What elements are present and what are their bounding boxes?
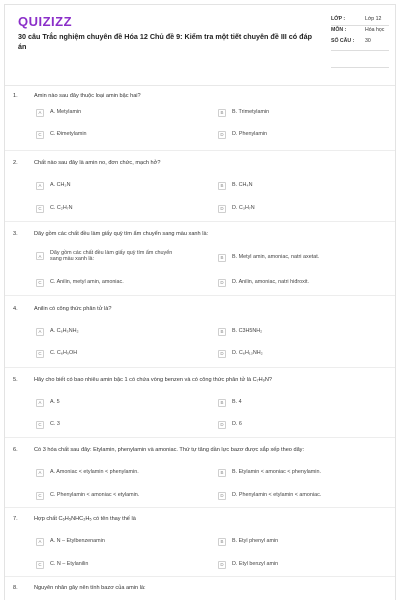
option-c[interactable] bbox=[36, 129, 87, 140]
option-text: Dãy gồm các chất đều làm giấy quỳ tím ẩm chuyển sang màu xanh là: bbox=[50, 250, 173, 263]
option-a[interactable] bbox=[36, 326, 79, 337]
question-divider bbox=[5, 221, 396, 222]
option-letter-box: C bbox=[36, 492, 44, 500]
question-text: Có 3 hóa chất sau đây: Etylamin, phenylamin và amoniac. Thứ tự tăng dần lực bazơ được sắp xếp theo dãy: bbox=[34, 447, 305, 453]
question-divider bbox=[5, 150, 396, 151]
option-letter-box: A bbox=[36, 399, 44, 407]
option-text: B. CH₄N bbox=[232, 182, 253, 189]
option-a[interactable] bbox=[36, 536, 105, 547]
option-text: B. Etyl phenyl amin bbox=[232, 538, 279, 545]
option-text: B. Etylamin < amoniac < phenylamin. bbox=[232, 469, 321, 476]
option-letter-box: A bbox=[36, 328, 44, 336]
option-letter-box: D bbox=[218, 350, 226, 358]
option-letter-box: C bbox=[36, 279, 44, 287]
question-text: Chất nào sau đây là amin no, đơn chức, mạch hở? bbox=[34, 160, 161, 166]
question-number: 8. bbox=[13, 585, 18, 591]
option-d[interactable] bbox=[218, 203, 255, 214]
meta-row-subject bbox=[331, 27, 389, 34]
option-d[interactable] bbox=[218, 559, 278, 570]
option-d[interactable] bbox=[218, 129, 267, 140]
option-text: A. Metylamin bbox=[50, 109, 82, 116]
option-letter-box: D bbox=[218, 421, 226, 429]
option-b[interactable] bbox=[218, 107, 269, 118]
option-d[interactable] bbox=[218, 490, 321, 501]
option-letter-box: C bbox=[36, 350, 44, 358]
question-text: Nguyên nhân gây nên tính bazơ của amin là: bbox=[34, 585, 146, 591]
option-text: A. Amoniac < etylamin < phenylamin. bbox=[50, 469, 139, 476]
quizizz-logo: QUIZIZZ bbox=[18, 14, 73, 29]
question-divider bbox=[5, 576, 396, 577]
option-letter-box: D bbox=[218, 561, 226, 569]
option-text: C. Đimetylamin bbox=[50, 131, 87, 138]
option-letter-box: A bbox=[36, 252, 44, 260]
worksheet-title: 30 câu Trắc nghiệm chuyên đề Hóa 12 Chủ đề 9: Kiểm tra một tiết chuyên đề III có đáp án bbox=[18, 32, 312, 51]
option-c[interactable] bbox=[36, 277, 124, 288]
question-number: 2. bbox=[13, 160, 18, 166]
option-letter-box: D bbox=[218, 131, 226, 139]
option-letter-box: B bbox=[218, 399, 226, 407]
option-a[interactable] bbox=[36, 107, 81, 118]
option-c[interactable] bbox=[36, 419, 60, 430]
meta-value: Hóa học bbox=[365, 27, 385, 33]
option-letter-box: A bbox=[36, 182, 44, 190]
question-number: 5. bbox=[13, 377, 18, 383]
option-letter-box: B bbox=[218, 538, 226, 546]
option-text: C. Anilin, metyl amin, amoniac. bbox=[50, 279, 124, 286]
option-b[interactable] bbox=[218, 180, 252, 191]
meta-key: LỚP : bbox=[331, 16, 346, 22]
option-letter-box: D bbox=[218, 205, 226, 213]
meta-value: Lớp 12 bbox=[365, 16, 382, 22]
option-text: A. 5 bbox=[50, 399, 60, 406]
option-a[interactable] bbox=[36, 180, 70, 191]
meta-key: SỐ CÂU : bbox=[331, 38, 355, 44]
option-letter-box: C bbox=[36, 421, 44, 429]
option-c[interactable] bbox=[36, 559, 88, 570]
option-letter-box: A bbox=[36, 469, 44, 477]
option-b[interactable] bbox=[218, 467, 321, 478]
option-b[interactable] bbox=[218, 326, 262, 337]
option-letter-box: D bbox=[218, 279, 226, 287]
option-a[interactable] bbox=[36, 249, 185, 269]
option-a[interactable] bbox=[36, 467, 139, 478]
option-c[interactable] bbox=[36, 490, 139, 501]
question-number: 6. bbox=[13, 447, 18, 453]
option-text: D. Phenylamin < etylamin < amoniac. bbox=[232, 492, 322, 499]
meta-divider bbox=[331, 50, 389, 51]
question-divider bbox=[5, 367, 396, 368]
option-c[interactable] bbox=[36, 348, 77, 359]
question-text: Hãy cho biết có bao nhiêu amin bậc 1 có chứa vòng benzen và có công thức phân tử là C₇H₉N? bbox=[34, 377, 273, 383]
option-text: B. 4 bbox=[232, 399, 242, 406]
option-text: A. N – Etylbenzenamin bbox=[50, 538, 105, 545]
option-a[interactable] bbox=[36, 397, 60, 408]
option-text: D. C₆H₁₃NH₂ bbox=[232, 350, 263, 357]
meta-key: MÔN : bbox=[331, 27, 347, 33]
option-text: D. Phenylamin bbox=[232, 131, 268, 138]
option-letter-box: B bbox=[218, 182, 226, 190]
worksheet-page bbox=[4, 4, 396, 600]
option-letter-box: C bbox=[36, 561, 44, 569]
option-letter-box: D bbox=[218, 492, 226, 500]
meta-row-count bbox=[331, 38, 389, 45]
question-divider bbox=[5, 437, 396, 438]
question-text: Amin nào sau đây thuộc loại amin bậc hai? bbox=[34, 93, 141, 99]
option-c[interactable] bbox=[36, 203, 73, 214]
question-number: 3. bbox=[13, 231, 18, 237]
option-text: C. Phenylamin < amoniac < etylamin. bbox=[50, 492, 140, 499]
question-number: 7. bbox=[13, 516, 18, 522]
option-letter-box: B bbox=[218, 328, 226, 336]
option-text: B. C3H5NH₂ bbox=[232, 328, 263, 335]
option-letter-box: A bbox=[36, 538, 44, 546]
option-text: D. Anilin, amoniac, natri hiđroxit. bbox=[232, 279, 310, 286]
option-text: B. Trimetylamin bbox=[232, 109, 270, 116]
option-letter-box: C bbox=[36, 205, 44, 213]
option-text: D. C₃H₇N bbox=[232, 205, 255, 212]
meta-divider bbox=[331, 67, 389, 68]
question-divider bbox=[5, 295, 396, 296]
meta-divider bbox=[331, 25, 389, 26]
worksheet-header bbox=[5, 5, 396, 79]
option-text: C. N – Etylanilin bbox=[50, 561, 89, 568]
worksheet-meta bbox=[331, 16, 389, 49]
question-number: 4. bbox=[13, 306, 18, 312]
option-text: C. C₆H₅OH bbox=[50, 350, 78, 357]
option-letter-box: A bbox=[36, 109, 44, 117]
question-text: Dãy gồm các chất đều làm giấy quỳ tím ẩm chuyển sang màu xanh là: bbox=[34, 231, 209, 237]
header-divider bbox=[5, 85, 396, 86]
option-letter-box: B bbox=[218, 254, 226, 262]
option-text: D. Etyl benzyl amin bbox=[232, 561, 279, 568]
meta-row-class bbox=[331, 16, 389, 23]
option-d[interactable] bbox=[218, 348, 263, 359]
option-text: A. CH₃N bbox=[50, 182, 71, 189]
option-letter-box: C bbox=[36, 131, 44, 139]
option-b[interactable] bbox=[218, 397, 242, 408]
option-text: B. Metyl amin, amoniac, natri axetat. bbox=[232, 254, 320, 261]
question-text: Anilin có công thức phân tử là? bbox=[34, 306, 112, 312]
question-text: Hợp chất C₆H₅NHC₂H₅ có tên thay thế là bbox=[34, 516, 136, 522]
option-b[interactable] bbox=[218, 252, 319, 263]
option-b[interactable] bbox=[218, 536, 278, 547]
option-text: C. 3 bbox=[50, 421, 60, 428]
meta-value: 30 bbox=[365, 38, 371, 44]
question-number: 1. bbox=[13, 93, 18, 99]
option-text: C. C₂H₇N bbox=[50, 205, 73, 212]
option-letter-box: B bbox=[218, 469, 226, 477]
option-d[interactable] bbox=[218, 419, 242, 430]
option-text: A. C₆H₅NH₂ bbox=[50, 328, 79, 335]
option-d[interactable] bbox=[218, 277, 309, 288]
option-text: D. 6 bbox=[232, 421, 242, 428]
question-divider bbox=[5, 507, 396, 508]
option-letter-box: B bbox=[218, 109, 226, 117]
